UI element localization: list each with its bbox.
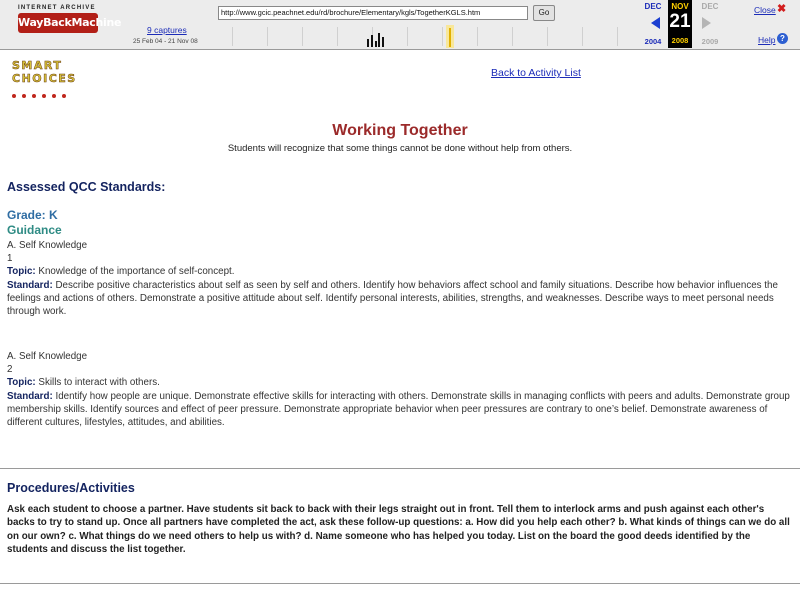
smart-choices-logo [12,59,96,91]
current-capture-month: NOV [671,2,689,11]
timeline-capture-bar[interactable] [382,37,384,47]
page-title: Working Together [332,122,468,139]
standard-label: Standard: [7,390,53,402]
capture-date-range: 25 Feb 04 - 21 Nov 08 [133,38,198,45]
timeline-year-divider [582,27,583,46]
timeline-current-highlight[interactable] [446,25,454,48]
wayback-logo[interactable] [18,4,122,38]
url-input[interactable]: http://www.gcic.peachnet.edu/rd/brochure/Elementary/kgls/TogetherKGLS.htm [218,6,528,20]
standard-area: A. Self Knowledge [7,351,88,362]
next-capture-year: 2009 [701,37,719,46]
subject-label: Guidance [7,223,62,237]
timeline-capture-bar[interactable] [371,35,373,47]
standard-label: Standard: [7,279,53,291]
timeline-capture-bar[interactable] [367,39,369,47]
standard-topic: Knowledge of the importance of self-concept. [38,266,235,278]
logo-dots [12,85,96,103]
timeline-year-divider [302,27,303,46]
section-divider [0,468,800,469]
standard-area: A. Self Knowledge [7,240,88,251]
logo-line-1: SMART [12,59,63,72]
next-capture-month: DEC [701,2,719,11]
standard-topic-row [7,376,793,389]
close-icon[interactable]: ✖ [777,3,787,15]
standard-block [7,350,793,429]
timeline-capture-bar[interactable] [375,41,377,47]
procedures-text: Ask each student to choose a partner. Have students sit back to back with their legs straight out in front. Tell them to interlock arms and push against each other's backs to try to stand up. Once all partners have completed the act, ask these follow-up questions: a. How did you help each other? b. What kinds of things can we do all on our own? c. What things do we need others to help us with? d. Name someone who has helped you today. List on the board the good deeds identified by the students and discuss the list together. [7,504,790,556]
timeline-year-divider [267,27,268,46]
prev-capture-arrow-icon[interactable] [651,17,660,29]
standard-description: Identify how people are unique. Demonstrate effective skills for interacting with others. Demonstrate skills in managing conflicts with peers and adults. Demonstrate group membership skills. Identify sources and effect of peer pressure. Demonstrate appropriate behavior when peer pressures are contrary to one’s belief. Demonstrate awareness of different cultures, lifestyles, attitudes, and abilities. [7,390,790,429]
prev-capture-month[interactable]: DEC [644,2,662,11]
current-capture-year: 2008 [671,36,689,45]
wayback-logo-top: INTERNET ARCHIVE [18,5,96,11]
next-capture-arrow-icon [702,17,711,29]
timeline-year-divider [232,27,233,46]
timeline-year-divider [617,27,618,46]
standard-topic: Skills to interact with others. [38,377,160,389]
procedures-heading: Procedures/Activities [7,481,135,495]
standard-number: 2 [7,364,13,376]
grade-label: Grade: K [7,208,58,222]
page-subtitle: Students will recognize that some things cannot be done without help from others. [227,143,573,154]
go-button[interactable]: Go [533,5,555,21]
timeline-year-divider [547,27,548,46]
close-link[interactable]: Close [754,5,776,15]
back-to-activity-list-link[interactable]: Back to Activity List [491,67,581,79]
standard-topic-row [7,265,793,278]
standard-block [7,239,793,318]
wayback-logo-main: WayBackMachine [18,13,98,33]
timeline-year-divider [442,27,443,46]
current-capture-day: 21 [669,11,691,32]
topic-label: Topic: [7,377,36,389]
qcc-standards-heading: Assessed QCC Standards: [7,180,166,194]
standard-number: 1 [7,253,13,265]
captures-link[interactable]: 9 captures [147,25,187,35]
logo-line-2: CHOICES [12,72,77,85]
timeline-year-divider [477,27,478,46]
prev-capture-year[interactable]: 2004 [644,37,662,46]
standard-description: Describe positive characteristics about self as seen by self and others. Identify how behaviors affect school and family situations. Describe how behavior influences the feelings and actions of others. Demonstrate a positive attitude about self. Identify personal interests, abilities, strengths, and weaknesses. Describe ways to meet personal needs through work. [7,279,778,318]
wayback-toolbar [0,0,800,50]
topic-label: Topic: [7,266,36,278]
standard-description-row [7,279,793,319]
current-capture-date [668,0,692,48]
timeline-year-divider [512,27,513,46]
timeline-year-divider [337,27,338,46]
standard-description-row [7,390,793,430]
capture-timeline[interactable] [212,25,634,48]
section-divider [0,583,800,584]
help-icon[interactable]: ? [777,33,788,44]
timeline-capture-bar[interactable] [378,33,380,47]
help-link[interactable]: Help [758,35,776,45]
timeline-year-divider [407,27,408,46]
